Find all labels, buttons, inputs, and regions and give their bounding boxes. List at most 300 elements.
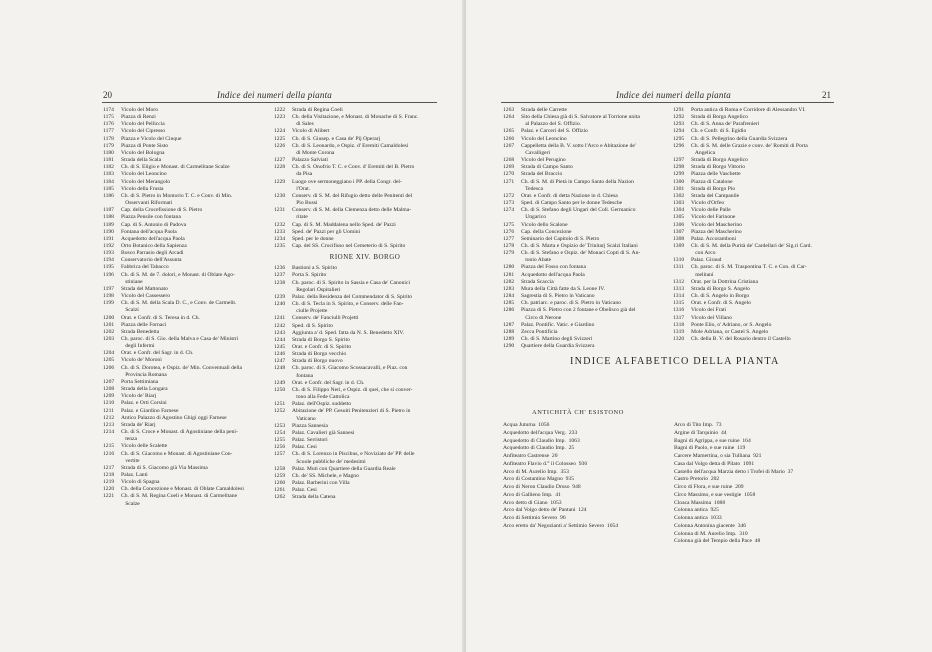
entry-number: 1245 xyxy=(274,344,286,350)
entry-text: Piazza delle Fornaci xyxy=(121,321,167,328)
index-entry xyxy=(274,229,456,236)
entry-number: 1218 xyxy=(103,471,115,478)
entry-number: 1232 xyxy=(274,221,286,228)
entry-text: Palaz. Cesi xyxy=(292,444,317,451)
index-entry xyxy=(274,143,456,150)
index-entry xyxy=(673,200,833,207)
entry-number: 1306 xyxy=(673,221,685,228)
entry-number: 1308 xyxy=(673,235,685,242)
entry-text: Ch. di S. Croce e Monast. di Agostiniane della peni- xyxy=(121,429,238,436)
entry-number: 1217 xyxy=(103,464,115,471)
index-entry xyxy=(103,493,273,500)
entry-text: Strada di Regina Coeli xyxy=(292,107,343,113)
index-entry xyxy=(274,265,456,272)
index-entry xyxy=(103,272,273,279)
index-entry xyxy=(274,121,456,128)
antiquities-column-1 xyxy=(503,422,618,531)
index-entry xyxy=(673,207,833,214)
index-entry xyxy=(274,416,456,423)
entry-number: 1216 xyxy=(103,450,115,457)
entry-text: tonio Abate xyxy=(521,257,552,264)
entry-number: 1292 xyxy=(673,114,685,121)
index-entry xyxy=(274,394,456,401)
index-entry xyxy=(673,250,833,257)
entry-text: Ch. di S. M. delle Grazie e conv. de' Romiti di Porta xyxy=(691,142,808,149)
entry-number: 1266 xyxy=(503,135,515,142)
entry-number: 1179 xyxy=(103,142,114,149)
index-entry xyxy=(503,143,669,150)
entry-number: 1227 xyxy=(274,157,286,164)
entry-text: Strada della Scala xyxy=(121,157,162,164)
left-page-number: 20 xyxy=(103,90,112,100)
entry-number: 1273 xyxy=(503,200,515,207)
index-entry xyxy=(673,222,833,229)
entry-number xyxy=(503,186,521,193)
entry-number: 1174 xyxy=(103,107,114,113)
entry-number: 1224 xyxy=(274,128,286,135)
entry-number: 1208 xyxy=(103,386,115,393)
index-entry xyxy=(103,372,273,379)
index-entry xyxy=(103,121,273,128)
entry-text: Osservanti Riformati xyxy=(121,200,173,207)
entry-text: Cap. della Concezione xyxy=(521,228,572,235)
index-entry xyxy=(503,179,669,186)
index-entry xyxy=(103,150,273,157)
antiquity-entry: Carcere Mamertina, o sia Tulliana 921 xyxy=(674,453,762,459)
entry-text: Fontana dell'acqua Paola xyxy=(121,228,177,235)
antiquity-entry: Colonna antica 1033 xyxy=(674,515,722,521)
index-entry xyxy=(503,329,669,336)
entry-text: Ch. di S. Stefano e Ospiz. de' Monaci Copti di S. An- xyxy=(521,250,641,257)
entry-text: Cap. della Crocefissione di S. Pietro xyxy=(121,207,203,214)
entry-text: Vicolo di Alibert xyxy=(292,128,330,135)
entry-text: Vicolo del Cipresso xyxy=(121,128,166,135)
entry-number: 1251 xyxy=(274,401,286,408)
entry-number: 1319 xyxy=(673,328,685,335)
index-entry xyxy=(103,300,273,307)
entry-text: Strada del Braccio xyxy=(521,171,563,178)
antiquity-entry: Arco di Tito Imp. 73 xyxy=(674,422,722,428)
entry-text: Vicolo di Spagna xyxy=(121,479,160,486)
entry-text: Quartiere della Guardia Svizzera xyxy=(521,343,595,350)
entry-number: 1182 xyxy=(103,164,114,171)
index-entry xyxy=(673,307,833,314)
entry-number: 1277 xyxy=(503,235,515,242)
entry-text: Ch. di S. M. di Pietà in Campo Santo della Nazion xyxy=(521,178,634,185)
index-entry xyxy=(103,322,273,329)
entry-number: 1198 xyxy=(103,293,114,300)
index-entry xyxy=(503,229,669,236)
antiquity-entry: Castello dell'acqua Marzia detto i Trofei di Mario 37 xyxy=(674,468,794,475)
entry-number: 1221 xyxy=(103,493,115,500)
entry-number: 1236 xyxy=(274,265,286,272)
index-entry xyxy=(673,236,833,243)
entry-text: Luogo ove sermoneggiano i PP. della Congr. del- xyxy=(292,178,402,185)
entry-number: 1214 xyxy=(103,429,115,436)
index-entry xyxy=(103,465,273,472)
index-entry xyxy=(103,143,273,150)
antiquity-entry: Acquedotto dell'acqua Verg. 233 xyxy=(503,429,578,436)
entry-number: 1272 xyxy=(503,192,515,199)
index-entry xyxy=(274,315,456,322)
entry-text: Vicolo dello Scalone xyxy=(521,221,568,228)
entry-text: Strada della Catena xyxy=(292,494,336,501)
entry-text: Palaz. Accoramboni xyxy=(691,235,737,242)
entry-number: 1204 xyxy=(103,350,115,357)
entry-text: Strada di Borgo Pio xyxy=(691,185,736,192)
antiquity-entry: Cloaca Massima 1088 xyxy=(674,499,726,506)
entry-text: Orat. e Confr. del Sagr. in d. Ch. xyxy=(292,379,365,386)
index-entry xyxy=(274,487,456,494)
entry-number: 1274 xyxy=(503,207,515,214)
entry-text: Orat. per la Dottrina Cristiana xyxy=(691,278,758,285)
entry-number: 1205 xyxy=(103,357,115,364)
entry-text: Vicolo dei Frati xyxy=(691,307,727,314)
index-entry xyxy=(274,437,456,444)
index-entry xyxy=(103,379,273,386)
entry-number xyxy=(274,373,292,380)
index-entry xyxy=(274,373,456,380)
entry-text: Ch. di S. Tecla in S. Spirito, e Conserv. delle Fan- xyxy=(292,301,404,308)
entry-text: fontana xyxy=(292,372,313,379)
index-entry xyxy=(503,272,669,279)
entry-text: Ch. patriarc. e paroc. di S. Pietro in Vaticano xyxy=(521,300,621,307)
entry-number: 1248 xyxy=(274,365,286,372)
index-entry xyxy=(103,400,273,407)
entry-text: Ch. della Concezione e Monast. di Oblate Camaldolesi xyxy=(121,486,244,493)
entry-text: Acquedotto dell'acqua Paola xyxy=(121,235,185,242)
index-entry xyxy=(503,193,669,200)
entry-number: 1199 xyxy=(103,300,114,307)
index-entry xyxy=(673,143,833,150)
entry-number: 1311 xyxy=(673,264,684,271)
entry-number: 1298 xyxy=(673,164,685,171)
entry-text: Vaticano xyxy=(292,415,316,422)
entry-text: Palaz. Serristori xyxy=(292,437,328,444)
entry-text: Aggiunta a' d. Sped. fatta da N. S. Benedetto XIV. xyxy=(292,329,405,336)
entry-text: Vicolo del Perugino xyxy=(521,157,566,164)
index-entry xyxy=(503,128,669,135)
entry-number: 1234 xyxy=(274,235,286,242)
entry-number: 1240 xyxy=(274,301,286,308)
entry-number: 1250 xyxy=(274,386,286,393)
entry-number: 1244 xyxy=(274,336,286,343)
entry-text: Bastioni a S. Spirito xyxy=(292,265,338,272)
index-entry xyxy=(274,323,456,330)
index-entry xyxy=(274,494,456,501)
entry-number: 1247 xyxy=(274,358,286,365)
index-entry xyxy=(673,164,833,171)
entry-number xyxy=(274,150,292,157)
index-entry xyxy=(103,479,273,486)
entry-text: Piazza Sannesia xyxy=(292,422,328,429)
index-entry xyxy=(673,300,833,307)
entry-number: 1288 xyxy=(503,328,515,335)
entry-text: Strada del Campanile xyxy=(691,192,740,199)
entry-number: 1313 xyxy=(673,285,685,292)
entry-text: Antico Palazzo di Agostino Ghigi oggi Farnese xyxy=(121,414,227,421)
entry-number: 1188 xyxy=(103,214,114,221)
index-entry xyxy=(503,250,669,257)
index-entry xyxy=(503,279,669,286)
entry-text: Vicolo delle Scalette xyxy=(121,443,168,450)
entry-text: Porta Settimiana xyxy=(121,378,159,385)
entry-text: Angelica xyxy=(691,149,716,156)
index-entry xyxy=(673,243,833,250)
entry-text: Bosco Parrasio degli Arcadi xyxy=(121,250,184,257)
index-entry xyxy=(274,287,456,294)
entry-text: Strada de' Riarj xyxy=(121,421,156,428)
index-entry xyxy=(503,286,669,293)
index-entry xyxy=(103,458,273,465)
index-entry xyxy=(503,293,669,300)
index-entry xyxy=(673,136,833,143)
entry-number xyxy=(274,186,292,193)
entry-number xyxy=(103,372,121,379)
index-entry xyxy=(673,214,833,221)
index-entry xyxy=(673,186,833,193)
index-entry xyxy=(274,337,456,344)
entry-number xyxy=(673,150,691,157)
entry-number: 1279 xyxy=(503,250,515,257)
entry-number xyxy=(103,279,121,286)
entry-text: Scalzi xyxy=(121,307,139,314)
entry-text: degli Infermi xyxy=(121,343,155,350)
index-entry xyxy=(274,214,456,221)
entry-text: Ch. di S. Leonardo, e Ospiz. d' Eremiti Camaldolesi xyxy=(292,142,409,149)
entry-text: Palaz. e Orti Corsini xyxy=(121,400,167,407)
entry-text: Sagrestia di S. Pietro in Vaticano xyxy=(521,293,595,300)
index-entry xyxy=(274,330,456,337)
entry-number xyxy=(274,121,292,128)
entry-number: 1253 xyxy=(274,422,286,429)
index-entry xyxy=(103,171,273,178)
entry-number: 1196 xyxy=(103,271,114,278)
entry-text: Ch. di S. Giacomo e Monast. di Agostiniane Con- xyxy=(121,450,233,457)
entry-text: Piazza delle Vaschette xyxy=(691,171,741,178)
entry-number: 1185 xyxy=(103,185,114,192)
entry-number xyxy=(503,315,521,322)
entry-text: Ch. di S. Stefano degli Ungari del Coll. Germanico xyxy=(521,207,636,214)
entry-text: Ungarico xyxy=(521,214,547,221)
entry-text: Vicolo delle Palle xyxy=(691,207,731,214)
entry-number: 1178 xyxy=(103,135,114,142)
entry-number: 1309 xyxy=(673,242,685,249)
entry-number: 1189 xyxy=(103,221,114,228)
entry-text: Sped. di S. Spirito xyxy=(292,322,333,329)
entry-number xyxy=(274,200,292,207)
right-column-2 xyxy=(673,107,833,343)
entry-text: Vicolo del Moro xyxy=(121,107,158,113)
entry-text: Ch. di S. Eligio e Monast. di Carmelitane Scalze xyxy=(121,164,230,171)
index-entry xyxy=(103,236,273,243)
entry-text: Ch. di S. Filippo Neri, e Ospiz. di quei, che si conver- xyxy=(292,386,413,393)
entry-text: Vicolo d'Orfeo xyxy=(691,200,725,207)
entry-text: Ch. di S. Giusep. e Casa de' Pij Operarj xyxy=(292,135,381,142)
right-page xyxy=(466,0,932,652)
index-entry xyxy=(503,322,669,329)
entry-number xyxy=(103,307,121,314)
entry-number: 1257 xyxy=(274,451,286,458)
entry-number: 1302 xyxy=(673,192,685,199)
entry-text: tenza xyxy=(121,436,137,443)
entry-text: Palaz. della Residenza del Commendator di S. Spirito xyxy=(292,293,413,300)
entry-text: Sped. per le donne xyxy=(292,235,334,242)
index-entry xyxy=(103,486,273,493)
index-entry xyxy=(274,150,456,157)
entry-text: Ch. de' SS. Michele, e Magno xyxy=(292,472,359,479)
entry-text: Porta antica di Roma e Corridore di Alessandro VI. xyxy=(691,107,806,113)
entry-text: Cap. di S. Antonio di Padova xyxy=(121,221,187,228)
entry-text: Ch. di S. Martino degli Svizzeri xyxy=(521,336,593,342)
entry-text: Palaz. Cesi xyxy=(292,487,317,494)
entry-text: Piazza e Vicolo del Cinque xyxy=(121,135,182,142)
index-entry xyxy=(274,114,456,121)
entry-number: 1243 xyxy=(274,329,286,336)
entry-number: 1223 xyxy=(274,114,286,121)
entry-number: 1191 xyxy=(103,235,114,242)
index-entry xyxy=(274,200,456,207)
entry-number: 1305 xyxy=(673,214,685,221)
index-entry xyxy=(503,150,669,157)
index-entry xyxy=(274,207,456,214)
index-entry xyxy=(274,358,456,365)
index-entry xyxy=(673,179,833,186)
index-entry xyxy=(503,264,669,271)
entry-number: 1278 xyxy=(503,242,515,249)
entry-text: Piazza di Ponte Sisto xyxy=(121,142,169,149)
index-entry xyxy=(503,315,669,322)
entry-text: Palaz. Muti con Quartiere della Guardia Reale xyxy=(292,465,396,472)
index-entry xyxy=(274,401,456,408)
index-entry xyxy=(274,473,456,480)
entry-text: al Palazzo del S. Offizio. xyxy=(521,121,582,128)
entry-number: 1275 xyxy=(503,221,515,228)
entry-text: Vicolo del Cassessero xyxy=(121,293,171,300)
entry-text: Strada di Borgo Angelico xyxy=(691,157,748,164)
entry-text: Vicolo della Frusta xyxy=(121,185,164,192)
entry-number: 1259 xyxy=(274,472,286,479)
entry-text: Ponte Elio, o' Adriano, or S. Angelo xyxy=(691,321,772,328)
index-entry xyxy=(103,257,273,264)
index-entry xyxy=(503,107,669,114)
entry-text: Palaz. Cavalieri già Sannesi xyxy=(292,429,355,436)
entry-text: Orat. e Confr. di S. Angelo xyxy=(691,300,751,307)
entry-number: 1242 xyxy=(274,322,286,329)
left-column-1 xyxy=(103,107,273,508)
index-entry xyxy=(274,171,456,178)
index-entry xyxy=(673,279,833,286)
index-entry xyxy=(503,157,669,164)
entry-number: 1262 xyxy=(274,494,286,501)
index-entry xyxy=(274,272,456,279)
index-entry xyxy=(103,186,273,193)
index-entry xyxy=(274,351,456,358)
index-entry xyxy=(103,429,273,436)
index-entry xyxy=(673,150,833,157)
entry-text: l'Orat. xyxy=(292,185,311,192)
entry-text: ritate xyxy=(292,214,308,221)
index-entry xyxy=(503,343,669,350)
entry-text: Mole Adriana, or Castel S. Angelo xyxy=(691,328,769,335)
entry-number: 1183 xyxy=(103,171,114,178)
entry-number: 1184 xyxy=(103,178,114,185)
entry-number: 1281 xyxy=(503,271,515,278)
entry-number xyxy=(274,308,292,315)
right-header-rule xyxy=(501,102,834,103)
entry-text: ciulle Projette xyxy=(292,308,328,315)
entry-text: Strada delle Carrette xyxy=(521,107,567,113)
entry-text: Cavalligeri xyxy=(521,149,551,156)
index-title: INDICE ALFABETICO DELLA PIANTA xyxy=(570,356,780,367)
entry-number xyxy=(673,250,691,257)
entry-number: 1181 xyxy=(103,157,114,164)
entry-number: 1186 xyxy=(103,192,114,199)
entry-text: Mura della Città fatte da S. Leone IV. xyxy=(521,285,605,292)
entry-text: Conserv. di S. M. della Clemenza detto delle Malma- xyxy=(292,207,412,214)
entry-number: 1300 xyxy=(673,178,685,185)
antiquity-entry: Castro Pretorio 202 xyxy=(674,476,720,483)
entry-text: di Monte Corona xyxy=(292,149,335,156)
entry-number: 1265 xyxy=(503,128,515,135)
left-header-rule xyxy=(102,102,437,103)
entry-number: 1320 xyxy=(673,336,685,342)
index-entry xyxy=(503,222,669,229)
antiquity-entry: Anfiteatro Flavio d.° il Colosseo 936 xyxy=(503,460,588,467)
index-entry xyxy=(103,279,273,286)
index-entry xyxy=(503,307,669,314)
index-entry xyxy=(274,380,456,387)
entry-number xyxy=(673,272,691,279)
entry-number: 1287 xyxy=(503,321,515,328)
entry-text: Palaz. Barberini con Villa xyxy=(292,479,350,486)
antiquity-entry: Bagni di Agrippa, e sue ruine 164 xyxy=(674,437,751,444)
entry-number: 1206 xyxy=(103,364,115,371)
entry-text: Scuole pubbliche de' medesimi xyxy=(292,458,366,465)
entry-number: 1200 xyxy=(103,314,115,321)
entry-number xyxy=(274,287,292,294)
entry-number xyxy=(103,436,121,443)
index-entry xyxy=(673,264,833,271)
entry-number: 1193 xyxy=(103,250,114,257)
entry-number: 1230 xyxy=(274,192,286,199)
section-heading-rione-borgo: RIONE XIV. BORGO xyxy=(329,253,401,262)
entry-number: 1316 xyxy=(673,307,685,314)
entry-text: Orat. e Confr. di detta Nazione in d. Chiesa xyxy=(521,192,618,199)
entry-number: 1261 xyxy=(274,487,286,494)
entry-text: Seminario del Capitolo di S. Pietro xyxy=(521,235,600,242)
antiquity-entry: Acqua Juturna 1056 xyxy=(503,422,550,428)
index-entry xyxy=(673,157,833,164)
antiquity-entry: Arco di M. Aurelio Imp. 353 xyxy=(503,468,569,475)
entry-number: 1210 xyxy=(103,400,115,407)
entry-text: Ch. di S. Anna de' Parafrenieri xyxy=(691,121,760,128)
entry-text: Ch. di S. Angelo in Borgo xyxy=(691,293,750,300)
entry-number: 1211 xyxy=(103,407,114,414)
entry-number: 1229 xyxy=(274,178,286,185)
entry-number: 1297 xyxy=(673,157,685,164)
entry-number: 1301 xyxy=(673,185,685,192)
entry-text: Ch. della Visitazione, e Monast. di Monache di S. Franc. xyxy=(292,114,419,121)
index-entry xyxy=(103,128,273,135)
entry-text: Cappelletta della B. V. sotto l'Arco e Abitazione de' xyxy=(521,142,636,149)
entry-number: 1187 xyxy=(103,207,114,214)
entry-text: Abitazione de' PP. Gesuiti Penitenzieri di S. Pietro in xyxy=(292,408,411,415)
antiquities-column-2 xyxy=(674,422,793,546)
entry-text: Ch. e Confr. di S. Egidio xyxy=(691,128,747,135)
index-entry xyxy=(274,294,456,301)
index-entry xyxy=(274,344,456,351)
